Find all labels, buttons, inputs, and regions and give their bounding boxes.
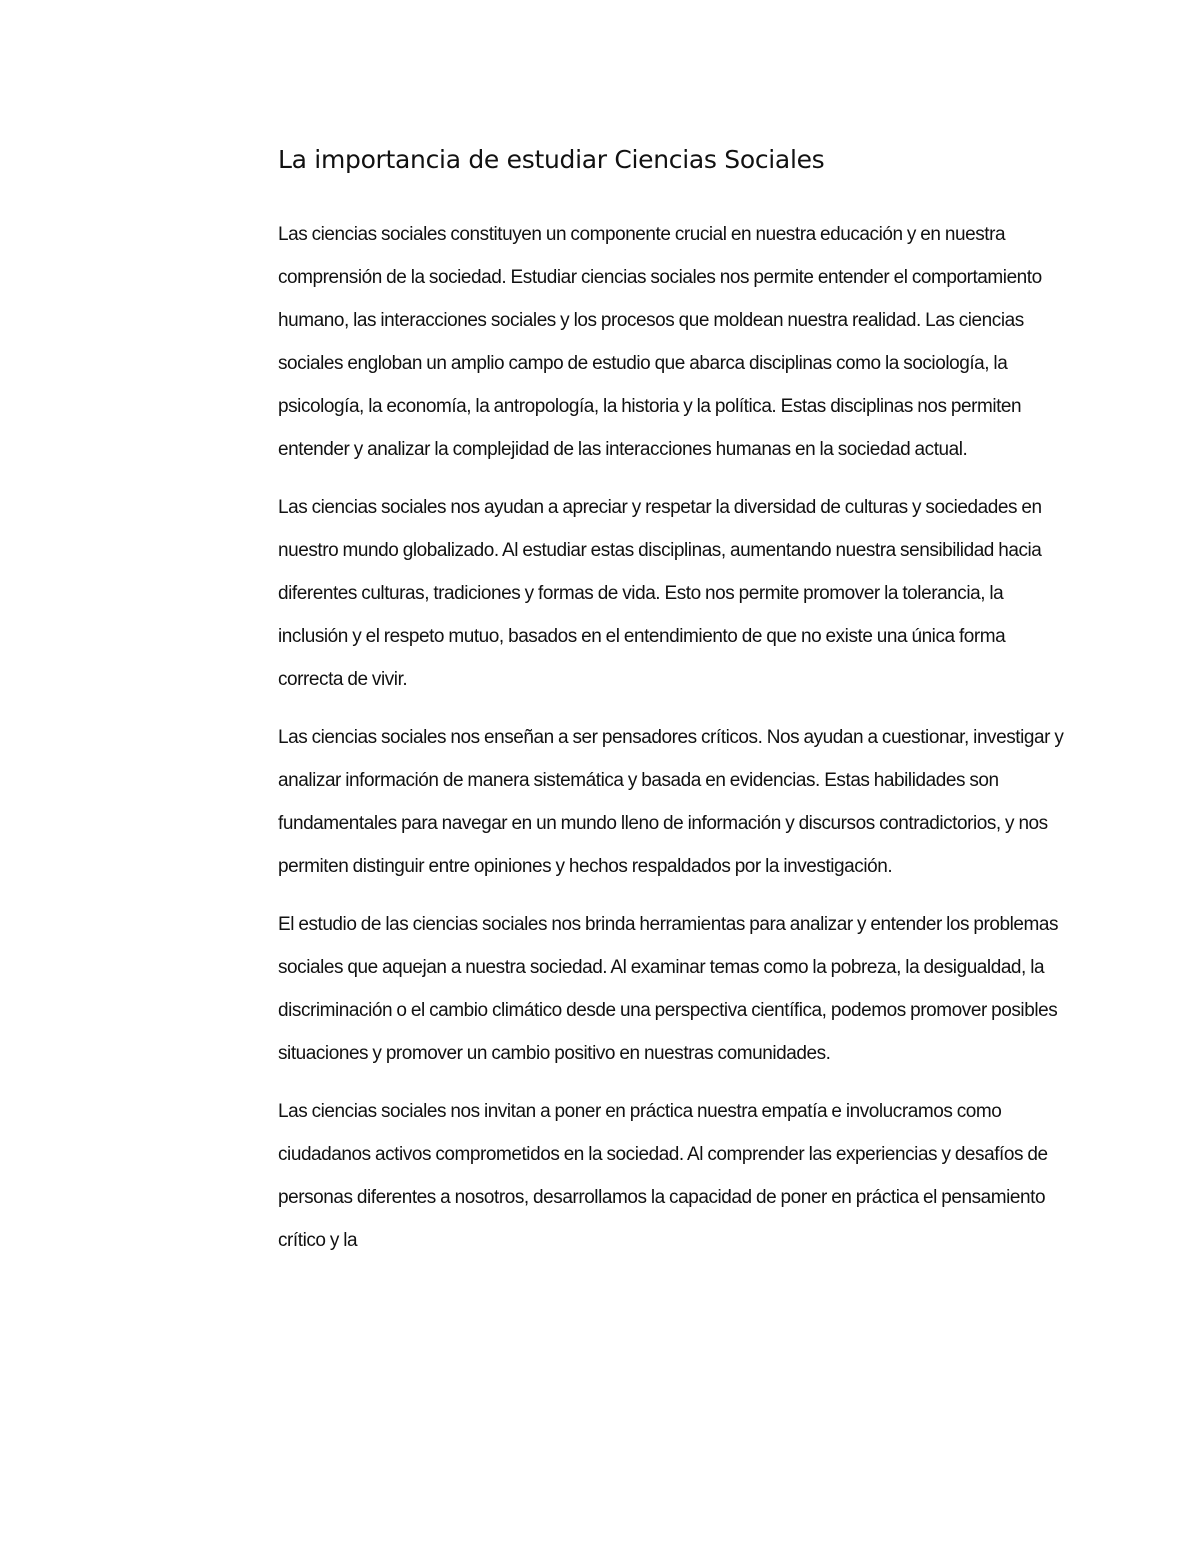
document-title: La importancia de estudiar Ciencias Sociales (278, 145, 825, 174)
paragraph-5: Las ciencias sociales nos invitan a poner en práctica nuestra empatía e involucramos como ciudadanos activos comprometidos en la sociedad. Al comprender las experiencias y desafíos de personas diferentes a nosotros, desarrollamos la capacidad de poner en práctica el pensamiento crítico y la (278, 1101, 1048, 1251)
document-body (278, 138, 1068, 1277)
paragraph-2: Las ciencias sociales nos ayudan a apreciar y respetar la diversidad de culturas y sociedades en nuestro mundo globalizado. Al estudiar estas disciplinas, aumentando nuestra sensibilidad hacia diferentes culturas, tradiciones y formas de vida. Esto nos permite promover la tolerancia, la inclusión y el respeto mutuo, basados en el entendimiento de que no existe una única forma correcta de vivir. (278, 497, 1042, 690)
paragraph-1: Las ciencias sociales constituyen un componente crucial en nuestra educación y en nuestra comprensión de la sociedad. Estudiar ciencias sociales nos permite entender el comportamiento humano, las interacciones sociales y los procesos que moldean nuestra realidad. Las ciencias sociales engloban un amplio campo de estudio que abarca disciplinas como la sociología, la psicología, la economía, la antropología, la historia y la política. Estas disciplinas nos permiten entender y analizar la complejidad de las interacciones humanas en la sociedad actual. (278, 224, 1042, 460)
paragraph-4: El estudio de las ciencias sociales nos brinda herramientas para analizar y entender los problemas sociales que aquejan a nuestra sociedad. Al examinar temas como la pobreza, la desigualdad, la discriminación o el cambio climático desde una perspectiva científica, podemos promover posibles situaciones y promover un cambio positivo en nuestras comunidades. (278, 914, 1059, 1064)
paragraph-3: Las ciencias sociales nos enseñan a ser pensadores críticos. Nos ayudan a cuestionar, investigar y analizar información de manera sistemática y basada en evidencias. Estas habilidades son fundamentales para navegar en un mundo lleno de información y discursos contradictorios, y nos permiten distinguir entre opiniones y hechos respaldados por la investigación. (278, 727, 1064, 877)
